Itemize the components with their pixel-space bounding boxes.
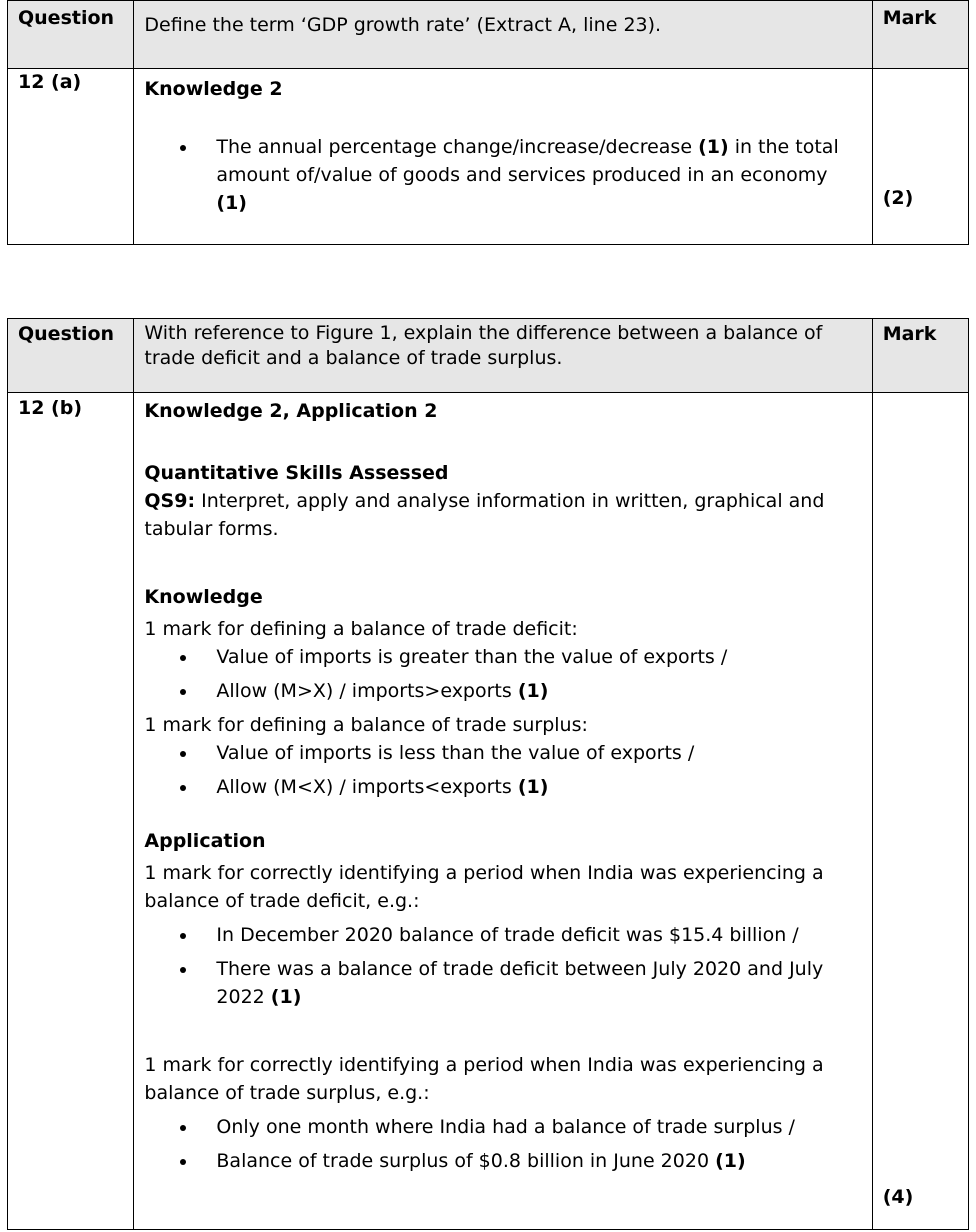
answer-cell <box>134 69 872 245</box>
question-text: Define the term ‘GDP growth rate’ (Extract A, line 23). <box>144 14 662 36</box>
qs-heading: Quantitative Skills Assessed <box>144 462 449 484</box>
question-number-cell <box>8 393 134 1230</box>
question-text: With reference to Figure 1, explain the difference between a balance of trade deficit and a balance of trade surplus. <box>144 322 823 369</box>
question-number: 12 (a) <box>18 71 82 93</box>
question-text-cell <box>134 319 872 393</box>
question-text-cell <box>134 1 872 69</box>
application-heading: Application <box>144 830 266 852</box>
qs-description: QS9: Interpret, apply and analyse information in written, graphical and tabular forms. <box>144 490 825 540</box>
answer-bullet: The annual percentage change/increase/decrease (1) in the total amount of/value of goods and services produced in an economy (1) <box>216 133 861 217</box>
question-header-cell <box>8 319 134 393</box>
question-header: Question <box>18 323 115 345</box>
knowledge-heading: Knowledge 2 <box>144 78 283 100</box>
total-mark: (4) <box>882 1186 914 1208</box>
knowledge-heading: Knowledge <box>144 586 263 608</box>
mark-scheme-table-12b <box>7 318 969 1230</box>
mark-header: Mark <box>882 7 937 29</box>
surplus-bullet: Allow (M<X) / imports<exports (1) <box>216 773 861 801</box>
mark-cell <box>872 69 968 245</box>
answer-cell <box>134 393 872 1230</box>
surplus-bullet: Value of imports is less than the value of exports / <box>216 739 861 767</box>
skills-heading: Knowledge 2, Application 2 <box>144 400 438 422</box>
mark-header-cell <box>872 1 968 69</box>
mark-header-cell <box>872 319 968 393</box>
question-header: Question <box>18 7 115 29</box>
app-deficit-intro: 1 mark for correctly identifying a period when India was experiencing a balance of trade deficit, e.g.: <box>144 862 824 912</box>
deficit-bullet: Value of imports is greater than the value of exports / <box>216 643 861 671</box>
mark-cell <box>872 393 968 1230</box>
app-deficit-bullet: There was a balance of trade deficit between July 2020 and July 2022 (1) <box>216 955 861 1011</box>
mark-scheme-table-12a <box>7 0 969 245</box>
app-deficit-bullet: In December 2020 balance of trade deficit was $15.4 billion / <box>216 921 861 949</box>
total-mark: (2) <box>882 187 914 209</box>
app-surplus-bullet: Balance of trade surplus of $0.8 billion in June 2020 (1) <box>216 1147 861 1175</box>
question-header-cell <box>8 1 134 69</box>
app-surplus-intro: 1 mark for correctly identifying a period when India was experiencing a balance of trade surplus, e.g.: <box>144 1054 824 1104</box>
mark-header: Mark <box>882 323 937 345</box>
deficit-bullet: Allow (M>X) / imports>exports (1) <box>216 677 861 705</box>
question-number: 12 (b) <box>18 397 83 419</box>
app-surplus-bullet: Only one month where India had a balance of trade surplus / <box>216 1113 861 1141</box>
question-number-cell <box>8 69 134 245</box>
surplus-intro: 1 mark for defining a balance of trade surplus: <box>144 714 588 736</box>
deficit-intro: 1 mark for defining a balance of trade deficit: <box>144 618 578 640</box>
